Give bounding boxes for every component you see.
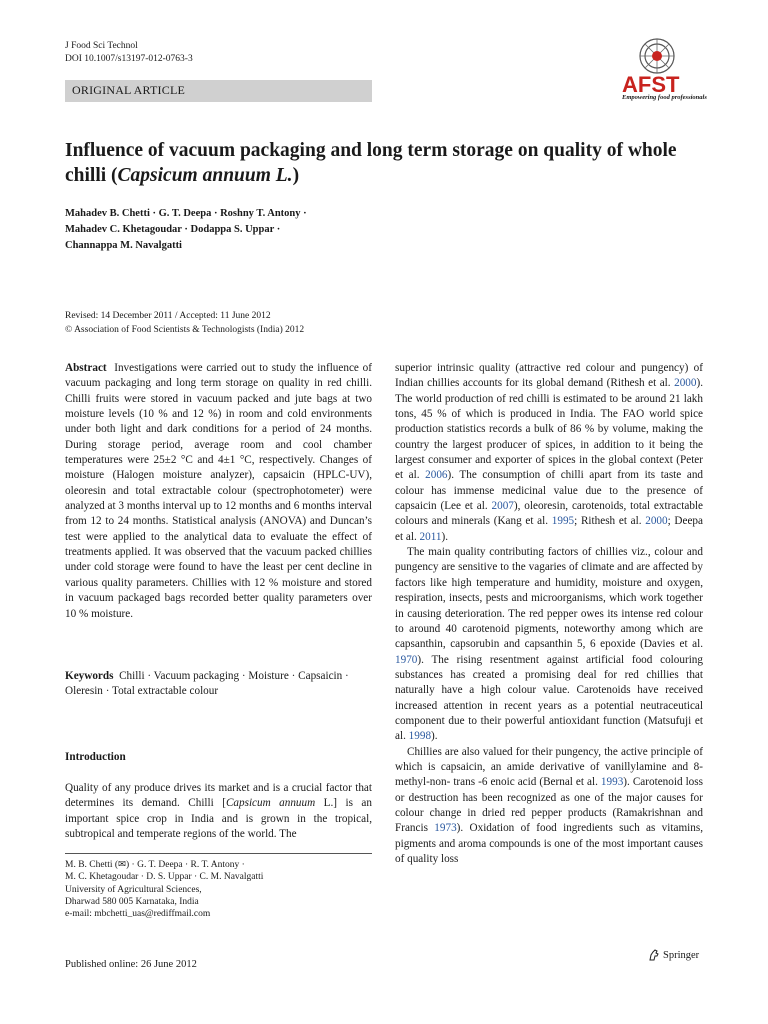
abstract bbox=[65, 361, 372, 622]
title-main: Influence of vacuum packaging and long term storage on quality of whole chilli ( bbox=[65, 140, 677, 186]
afst-logo-text: AFST bbox=[622, 72, 680, 97]
citation-link[interactable]: 1993 bbox=[600, 776, 624, 789]
intro-text-b: L.] is an important spice crop in India and is grown in the tropical, subtropical and temperate regions of the world. The bbox=[65, 797, 372, 841]
keywords-text: Chilli · Vacuum packaging · Moisture · Capsaicin · Oleresin · Total extractable colour bbox=[65, 670, 349, 698]
history-dates: Revised: 14 December 2011 / Accepted: 11 June 2012 bbox=[65, 311, 271, 321]
introduction-paragraph bbox=[65, 781, 372, 842]
logo-tagline: Empowering food professionals bbox=[622, 94, 707, 101]
affiliation-footnote bbox=[65, 859, 372, 920]
authors-line-1[interactable]: Mahadev B. Chetti · G. T. Deepa · Roshny T. Antony · bbox=[65, 208, 307, 219]
citation-link[interactable]: 1998 bbox=[408, 730, 432, 743]
article-type-banner: ORIGINAL ARTICLE bbox=[65, 80, 372, 102]
affiliation-line-2: M. C. Khetagoudar · D. S. Uppar · C. M. Navalgatti bbox=[65, 872, 264, 883]
copyright: © Association of Food Scientists & Technologists (India) 2012 bbox=[65, 325, 305, 335]
springer-horse-icon bbox=[648, 949, 660, 961]
citation-link[interactable]: 2000 bbox=[674, 377, 697, 390]
body-paragraph-2: The main quality contributing factors of chillies viz., colour and pungency are sensitive to the vagaries of climate and are affected by factors like high temperature and humidity, moisture and oxygen, respiration, insects, pests and microorganisms, which work together in causing deterioration. The red pepper owes its intense red colour to around 40 carotenoid pigments, noteworthy among which are capsanthin, capsorubin and capsanthin 5, 6 epoxide (Davies et al. 1970). The rising resentment against artificial food colouring substances has created a promising deal for red chillies that naturally have a high colour value. Carotenoids have received increased attention in recent years as a potential neutraceutical component due to their powerful antioxidant function (Matsufuji et al. 1998). bbox=[395, 546, 703, 743]
title-close: ) bbox=[292, 165, 300, 186]
affiliation-email[interactable]: e-mail: mbchetti_uas@rediffmail.com bbox=[65, 909, 211, 920]
doi[interactable]: DOI 10.1007/s13197-012-0763-3 bbox=[65, 54, 193, 64]
body-paragraph-3: Chillies are also valued for their pungency, the active principle of which is capsaicin, an amide derivative of vanillylamine and 8-methyl-non- trans -6 enoic acid (Bernal et al. 1993). Carotenoid loss or destruction has been recognized as one of the major causes for colour change in dried red pepper products (Ramakrishnan and Francis 1973). Oxidation of food ingredients such as vitamins, pigments and aroma compounds is one of the most important causes of quality loss bbox=[395, 745, 703, 865]
abstract-text: Investigations were carried out to study the influence of vacuum packaging and long term storage on quality in red chilli. Chilli fruits were stored in vacuum packed and jute bags at two moisture levels (10 % and 12 %) in room and cold environments under both light and dark conditions for a period of 24 months. During storage period, average room and cool chamber temperatures were 25±2 °C and 4±1 °C, respectively. Changes of moisture (Halogen moisture analyzer), capsaicin (HPLC-UV), oleoresin and total extractable colour (spectrophotometer) were analyzed at 3 months interval up to 12 months and 6 months interval from 12 to 24 months. Statistical analysis (ANOVA) and Duncan’s test were applied to the analytical data to evaluate the effect of treatments applied. It was observed that the vacuum packed chillies under cold storage were found to have the least per cent decline in various quality parameters. Chillies with 12 % moisture and stored in vacuum packaged bags recorded better quality parameters over 10 % moisture. bbox=[65, 362, 372, 620]
title-italic: Capsicum annuum L. bbox=[117, 165, 293, 186]
keywords-label: Keywords bbox=[65, 670, 114, 682]
published-date: Published online: 26 June 2012 bbox=[65, 959, 197, 970]
citation-link[interactable]: 1973 bbox=[434, 822, 457, 835]
authors-line-2[interactable]: Mahadev C. Khetagoudar · Dodappa S. Uppar · bbox=[65, 224, 281, 235]
introduction-heading: Introduction bbox=[65, 751, 126, 763]
journal-name: J Food Sci Technol bbox=[65, 41, 138, 51]
citation-link[interactable]: 2007 bbox=[491, 500, 514, 513]
affiliation-line-4: Dharwad 580 005 Karnataka, India bbox=[65, 896, 199, 907]
intro-text-a: Quality of any produce drives its market and is a crucial factor that determines its demand. Chilli [ bbox=[65, 782, 372, 810]
journal-header bbox=[65, 40, 193, 66]
affiliation-line-3: University of Agricultural Sciences, bbox=[65, 884, 202, 895]
abstract-label: Abstract bbox=[65, 362, 107, 374]
citation-link[interactable]: 1995 bbox=[551, 515, 575, 528]
citation-link[interactable]: 2000 bbox=[645, 515, 668, 528]
citation-link[interactable]: 2011 bbox=[419, 530, 442, 543]
footnote-divider bbox=[65, 853, 372, 854]
author-list bbox=[65, 206, 445, 254]
authors-line-3[interactable]: Channappa M. Navalgatti bbox=[65, 240, 182, 251]
affiliation-line-1: M. B. Chetti (✉) · G. T. Deepa · R. T. Antony · bbox=[65, 860, 245, 870]
body-paragraph-1: superior intrinsic quality (attractive red colour and pungency) of Indian chillies accounts for its global demand (Rithesh et al. 2000). The world production of red chilli is estimated to be around 21 lakh tons, 45 % of which is produced in India. The FAO world spice production statistics records a bulk of 86 % by volume, making the country the largest producer of spices, in addition to it being the largest consumer and exporter of spices in the global context (Peter et al. 2006). The consumption of chilli apart from its taste and colour has immense medicinal value due to the presence of capsaicin (Lee et al. 2007), oleoresin, carotenoids, total extractable colours and minerals (Kang et al. 1995; Rithesh et al. 2000; Deepa et al. 2011). bbox=[395, 362, 704, 543]
publisher-name: Springer bbox=[663, 949, 700, 961]
citation-link[interactable]: 1970 bbox=[395, 653, 418, 666]
article-title bbox=[65, 138, 685, 188]
intro-text-italic: Capsicum annuum bbox=[225, 797, 316, 810]
article-history bbox=[65, 309, 425, 337]
keywords bbox=[65, 669, 372, 700]
citation-link[interactable]: 2006 bbox=[425, 469, 448, 482]
right-column-body bbox=[395, 361, 703, 867]
publisher-mark bbox=[648, 949, 699, 961]
